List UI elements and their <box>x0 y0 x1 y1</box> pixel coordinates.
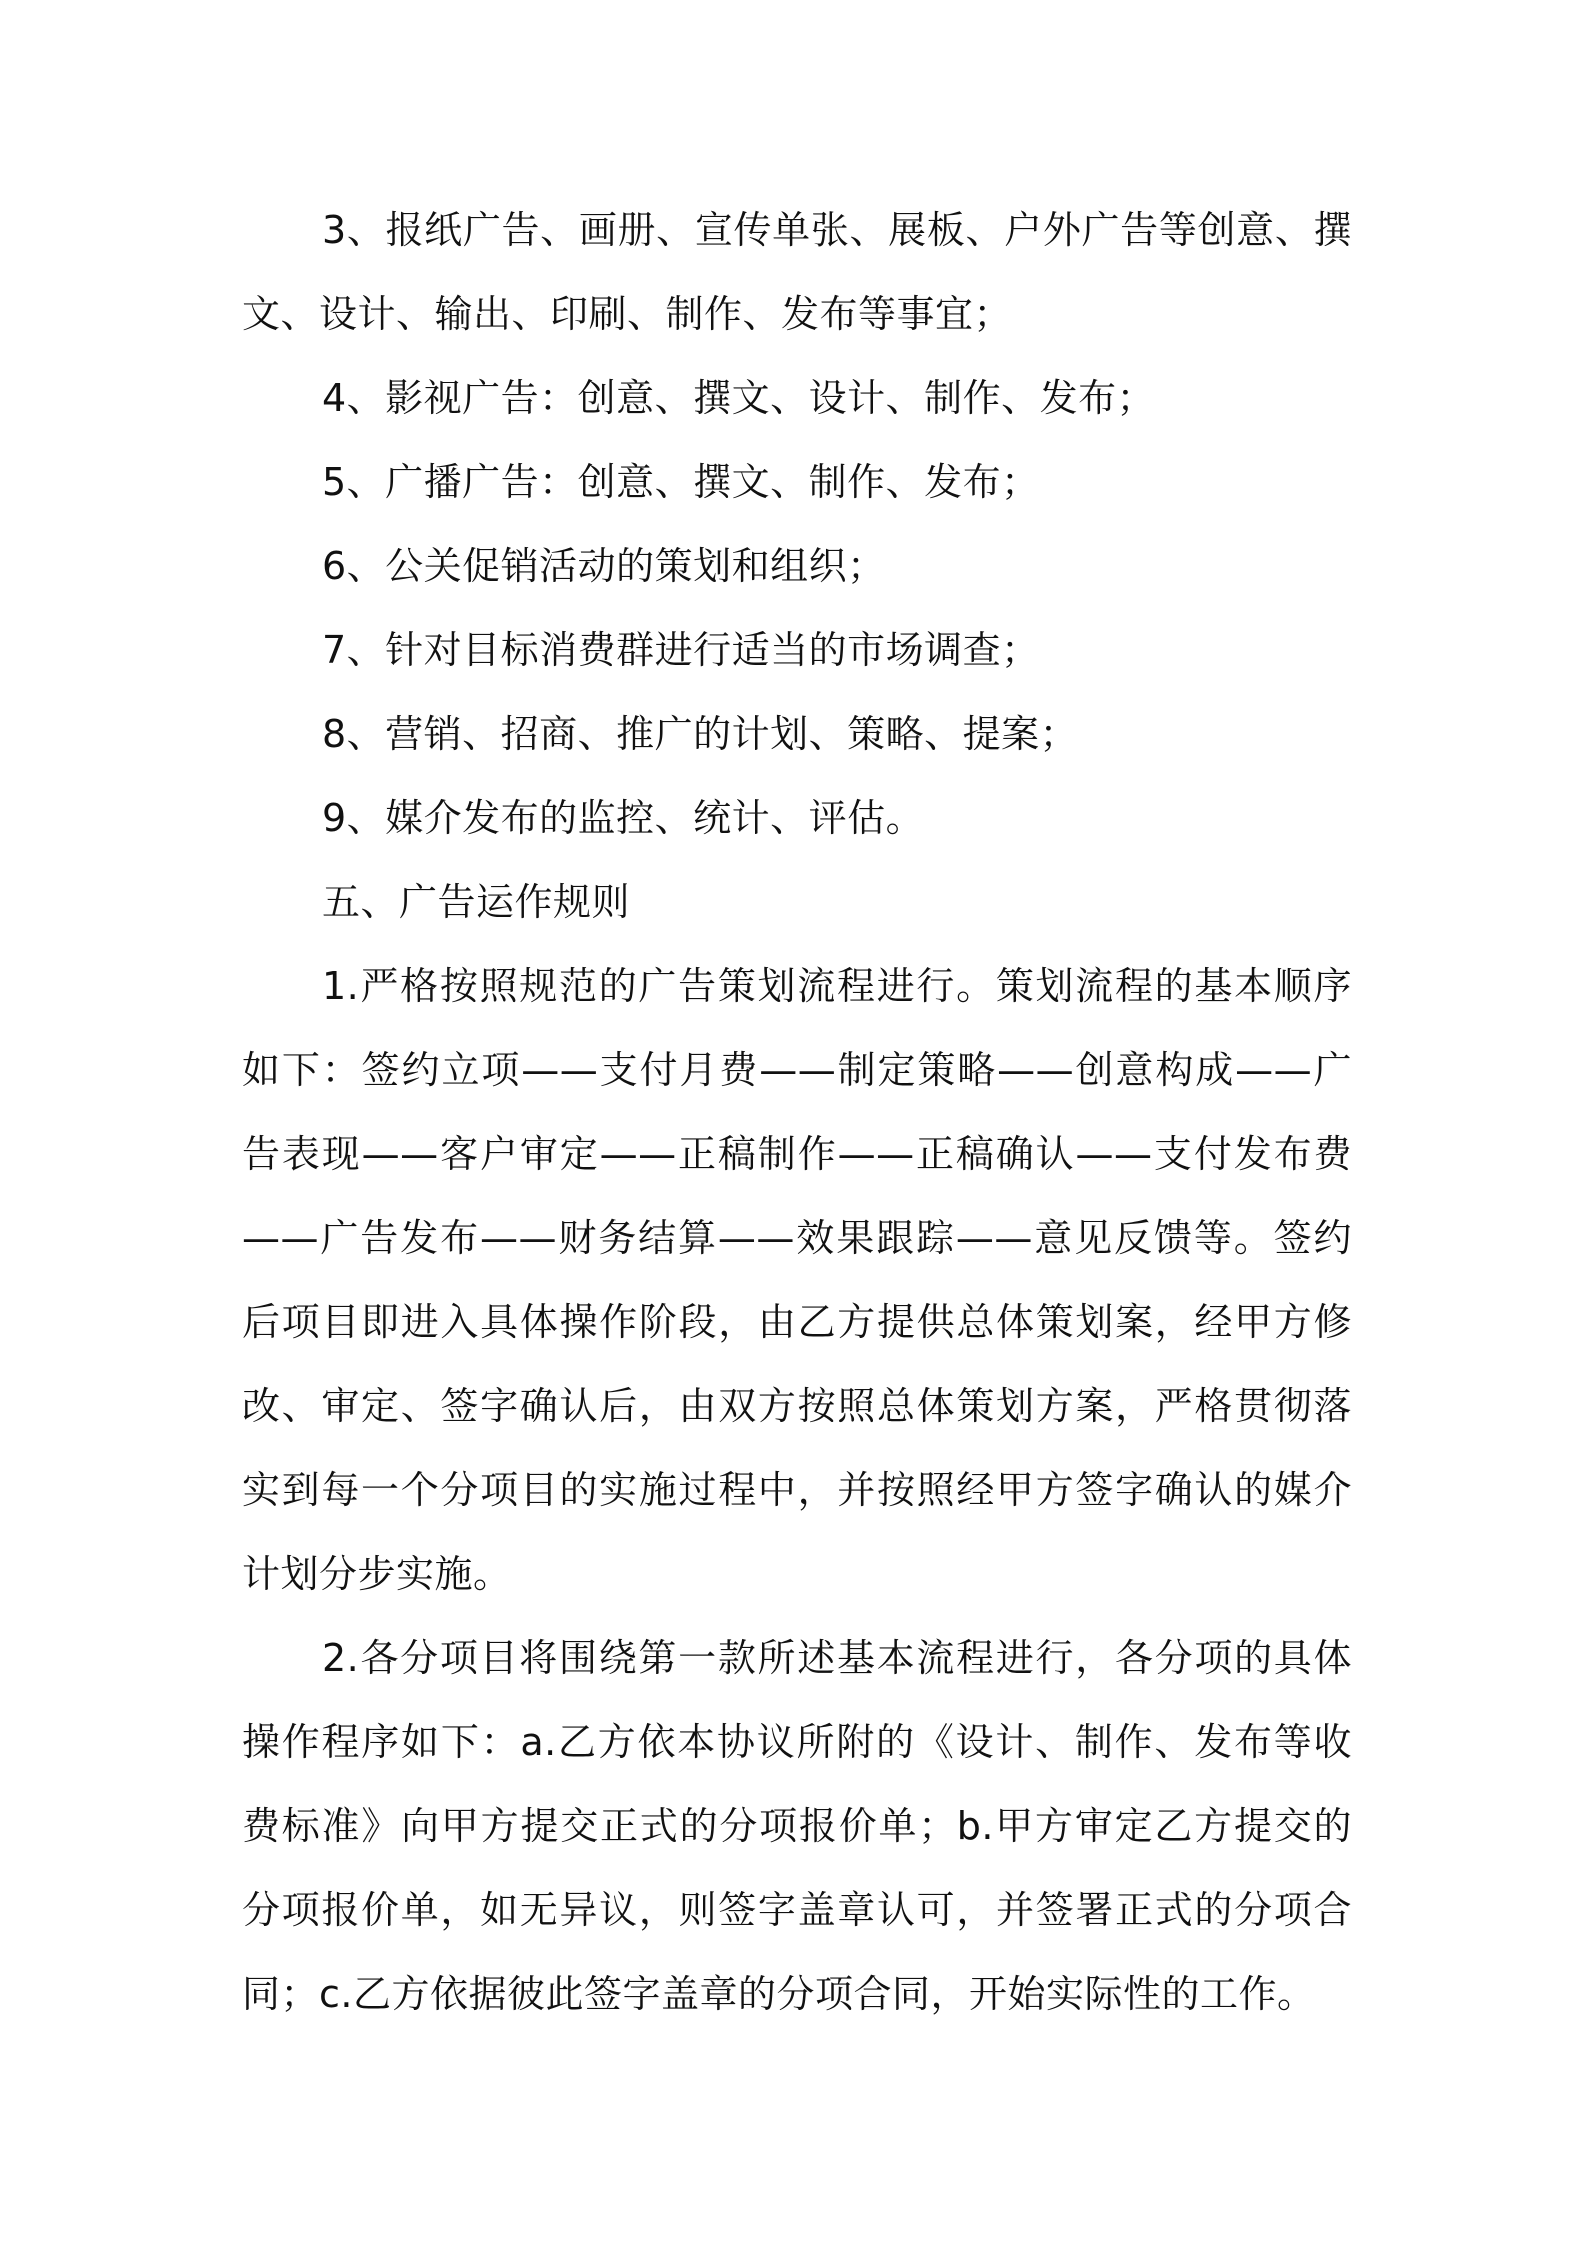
paragraph-item-4: 4、影视广告：创意、撰文、设计、制作、发布； <box>322 376 1156 420</box>
paragraph-item-7: 7、针对目标消费群进行适当的市场调查； <box>322 628 1040 672</box>
section-heading: 五、广告运作规则 <box>322 880 631 924</box>
document-body <box>242 188 1352 2036</box>
paragraph-item-8: 8、营销、招商、推广的计划、策略、提案； <box>322 712 1079 756</box>
rule-paragraph-2: 2.各分项目将围绕第一款所述基本流程进行，各分项的具体操作程序如下：a.乙方依本协议所附的《设计、制作、发布等收费标准》向甲方提交正式的分项报价单；b.甲方审定乙方提交的分项报价单，如无异议，则签字盖章认可，并签署正式的分项合同；c.乙方依据彼此签字盖章的分项合同，开始实际性的工作。 <box>242 1636 1352 2016</box>
paragraph-item-5: 5、广播广告：创意、撰文、制作、发布； <box>322 460 1040 504</box>
paragraph-item-9: 9、媒介发布的监控、统计、评估。 <box>322 796 925 840</box>
paragraph-item-3: 3、报纸广告、画册、宣传单张、展板、户外广告等创意、撰文、设计、输出、印刷、制作、发布等事宜； <box>242 208 1352 336</box>
rule-paragraph-1: 1.严格按照规范的广告策划流程进行。策划流程的基本顺序如下：签约立项——支付月费——制定策略——创意构成——广告表现——客户审定——正稿制作——正稿确认——支付发布费——广告发布——财务结算——效果跟踪——意见反馈等。签约后项目即进入具体操作阶段，由乙方提供总体策划案，经甲方修改、审定、签字确认后，由双方按照总体策划方案，严格贯彻落实到每一个分项目的实施过程中，并按照经甲方签字确认的媒介计划分步实施。 <box>242 964 1352 1596</box>
paragraph-item-6: 6、公关促销活动的策划和组织； <box>322 544 886 588</box>
